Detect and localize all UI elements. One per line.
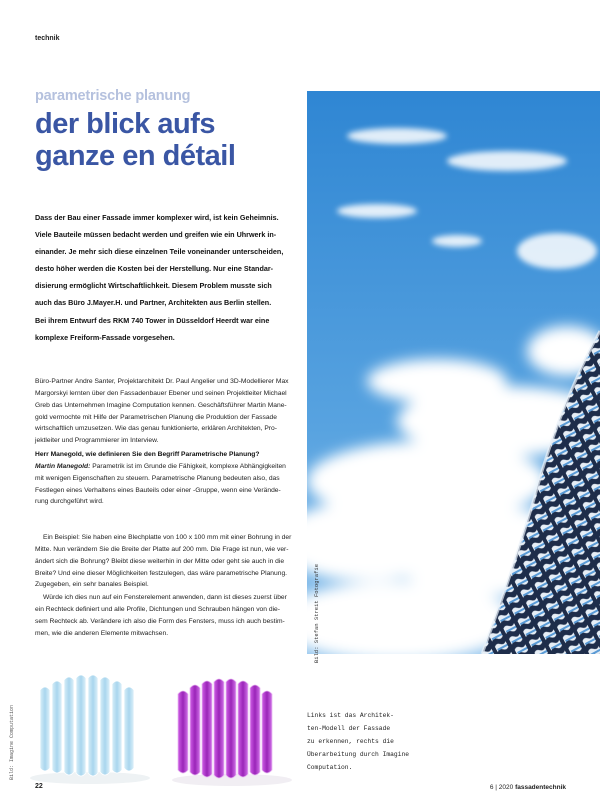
section-label: technik [35,35,60,42]
window-paragraph [35,592,297,639]
lead-line: Viele Bauteile müssen bedacht werden und greifen wie ein Uhrwerk in- [35,230,277,240]
lead-line: Dass der Bau einer Fassade immer komplexer wird, ist kein Geheimnis. [35,213,279,222]
lead-line: desto höher werden die Kosten bei der Herstellung. Nur eine Standar- [35,264,274,274]
window-line: Würde ich dies nun auf ein Fensterelement anwenden, dann ist dieses zuerst über [43,594,287,601]
caption-line: Überarbeitung durch Imagine [307,751,410,758]
window-line: men, wie die anderen Elemente mitwachsen. [35,629,169,637]
answer-line: mit wenigen Eigenschaften zu steuern. Parametrische Planung bedeuten also, das [35,474,280,482]
article-headline [35,108,295,172]
page-number: 22 [35,783,43,790]
interview-qa [35,449,297,508]
example-paragraph [35,532,297,591]
facade-models-image [20,668,305,786]
lead-line: disierung ermöglicht Wirtschaftlichkeit. Diesem Problem musste sich [35,281,272,291]
image-caption [307,709,447,774]
example-line: Mitte. Nun verändern Sie die Breite der Platte auf 200 mm. Die Frage ist nun, wie ver- [35,545,289,553]
example-line: Breite? Und eine dieser Möglichkeiten festzulegen, das wäre parametrische Planung. [35,569,288,577]
issue-number: 6 | 2020 [489,784,514,791]
example-line: ändert sich die Bohrung? Bleibt diese weiterhin in der Mitte oder geht sie auch in die [35,557,285,565]
headline-line: der blick aufs [35,108,215,140]
intro-line: jektleiter und Programmierer im Interview. [35,437,159,445]
interview-answer-first [35,461,297,473]
answer-text: Parametrik ist im Grunde die Fähigkeit, komplexe Abhängigkeiten [90,462,286,470]
intro-paragraph [35,376,297,447]
interview-question: Herr Manegold, wie definieren Sie den Begriff Parametrische Planung? [35,451,260,458]
lead-line: auch das Büro J.Mayer.H. und Partner, Architekten aus Berlin stellen. [35,298,272,308]
caption-line: Computation. [307,764,353,771]
article-kicker: parametrische planung [35,88,191,104]
caption-line: Links ist das Architek- [307,712,394,719]
answer-speaker: Martin Manegold: [35,462,91,470]
tower-facade-photo [307,91,600,654]
answer-line: rung durchgeführt wird. [35,498,104,506]
answer-line: Festlegen eines Verhaltens eines Bauteils oder einer -Gruppe, wenn eine Verände- [35,486,281,494]
window-line: sem Rechteck ab. Verändere ich also die Form des Fensters, muss ich auch bestim- [35,617,285,625]
magazine-name: fassadentechnik [515,784,566,791]
headline-line: ganze en détail [35,140,236,172]
window-line: ein Rechteck definiert und alle Profile, Dichtungen und Schrauben hängen von die- [35,605,280,613]
lead-line: komplexe Freiform-Fassade vorgesehen. [35,332,175,342]
intro-line: Büro-Partner Andre Santer, Projektarchitekt Dr. Paul Angelier und 3D-Modellierer Max [35,378,289,385]
model-credit: Bild: Imagine Computation [9,704,15,780]
intro-line: wirtschaftlich umzusetzen. Wie das genau funktionierte, erklären Architekten, Pro- [35,425,277,433]
intro-line: gold vermochte mit Hilfe der Parametrischen Planung die Produktion der Fassade [35,413,277,421]
caption-line: zu erkennen, rechts die [307,738,394,745]
photo-credit: Bild: Stefan Streit Fotografie [313,563,320,663]
example-line: Zugegeben, ein sehr banales Beispiel. [35,581,149,589]
caption-line: ten-Modell der Fassade [307,725,391,732]
lead-paragraph [35,209,295,346]
intro-line: Greb das Unternehmen Imagine Computation kennen. Geschäftsführer Martin Mane- [35,401,287,409]
lead-line: Bei ihrem Entwurf des RKM 740 Tower in Düsseldorf Heerdt war eine [35,315,270,325]
lead-line: einander. Je mehr sich diese einzelnen Teile voneinander unterscheiden, [35,247,284,257]
footer-issue [490,784,566,791]
intro-line: Margorskyi lernten über den Fassadenbauer Ebener und seinen Projektleiter Michael [35,389,287,397]
example-line: Ein Beispiel: Sie haben eine Blechplatte von 100 x 100 mm mit einer Bohrung in der [43,534,292,541]
